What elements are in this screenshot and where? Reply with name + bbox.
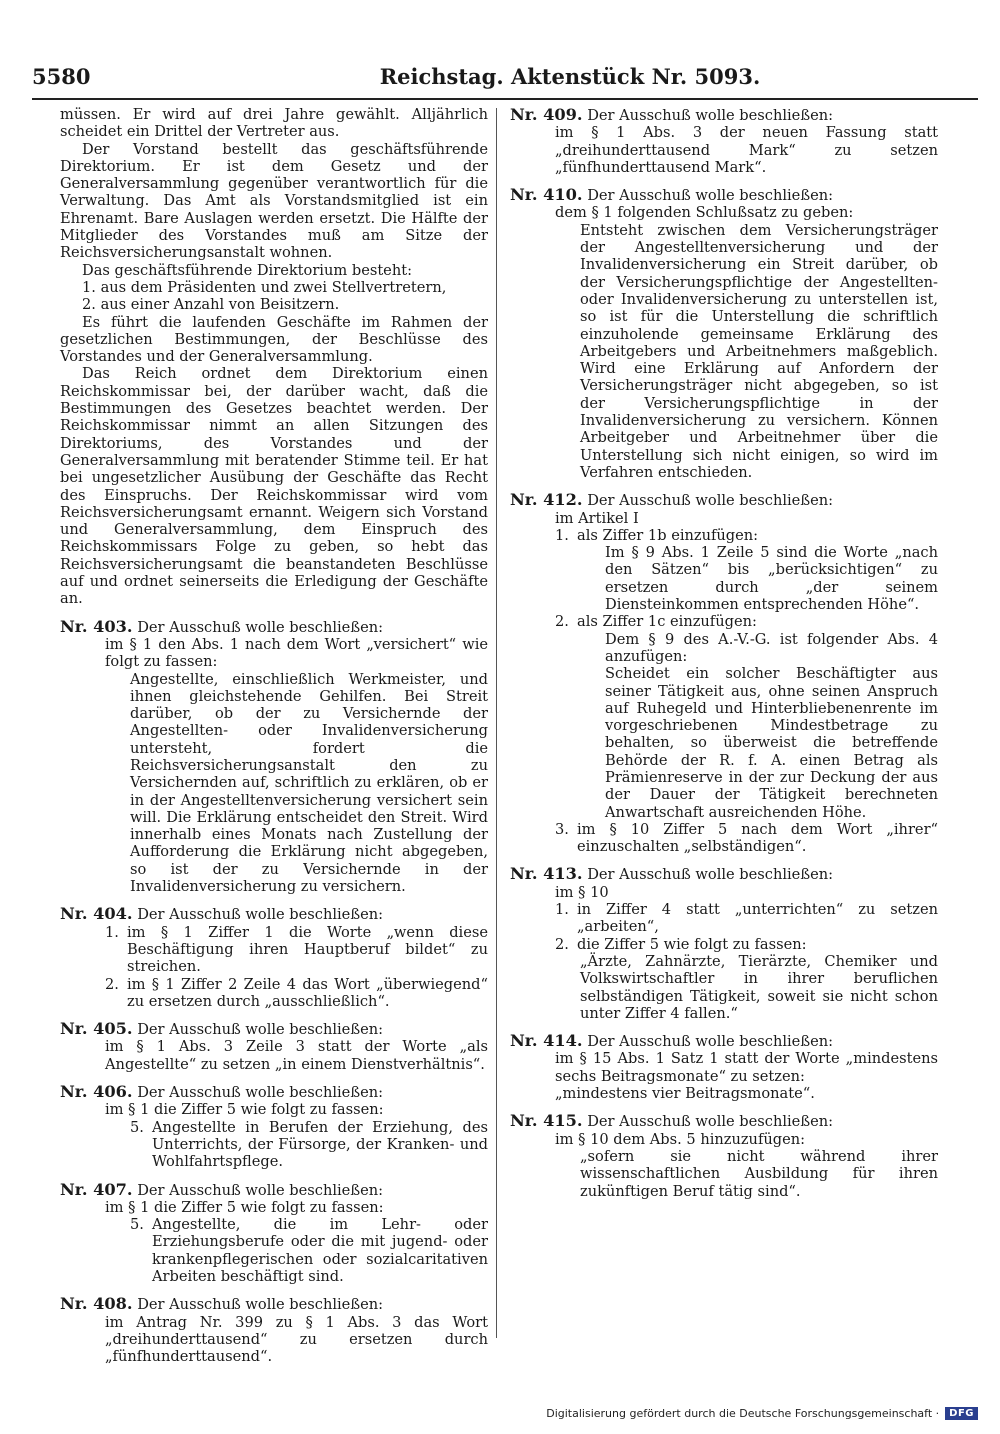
- footer-credit: Digitalisierung gefördert durch die Deutsche Forschungsgemeinschaft ·: [546, 1407, 940, 1420]
- entry-nr-413: [510, 865, 938, 1022]
- entry-nr-410: [510, 186, 938, 481]
- paragraph: Der Vorstand bestellt das geschäftsführende Direktorium. Er ist dem Gesetz und der Generalversammlung gegenüber verantwortlich für die Verwaltung. Das Amt als Vorstandsmitglied ist ein Ehrenamt. Bare Auslagen werden ersetzt. Die Hälfte der Mitglieder des Vorstandes muß am Sitze der Reichsversicherungsanstalt wohnen.: [60, 140, 488, 262]
- entry-nr-414: [510, 1032, 938, 1102]
- list-item: 1. im § 1 Ziffer 1 die Worte „wenn diese Beschäftigung ihren Hauptberuf bildet“ zu streichen.: [105, 923, 488, 976]
- list-item: 2. aus einer Anzahl von Beisitzern.: [82, 296, 340, 314]
- entry-nr-404: [60, 905, 488, 1010]
- entry-nr-408: [60, 1295, 488, 1365]
- entry-number: Nr. 405.: [60, 1019, 133, 1039]
- entry-instruction: im § 15 Abs. 1 Satz 1 statt der Worte „mindestens sechs Beitragsmonate“ zu setzen:: [555, 1050, 938, 1085]
- list-item: 3. im § 10 Ziffer 5 nach dem Wort „ihrer“ einzuschalten „selbständigen“.: [555, 820, 938, 856]
- list-item: 5. Angestellte, die im Lehr- oder Erziehungsberufe oder die mit jugend- oder krankenpflegerischen oder sozialcaritativen Arbeiten beschäftigt sind.: [130, 1216, 488, 1285]
- entry-number: Nr. 403.: [60, 616, 133, 636]
- entry-number: Nr. 410.: [510, 185, 583, 205]
- entry-heading: Der Ausschuß wolle beschließen:: [587, 492, 834, 510]
- list-item: 1. als Ziffer 1b einzufügen:: [555, 526, 759, 544]
- paragraph: Das geschäftsführende Direktorium besteht:: [82, 261, 412, 279]
- entry-number: Nr. 408.: [60, 1294, 133, 1314]
- page-number: 5580: [32, 64, 91, 89]
- dfg-logo: DFG: [945, 1407, 978, 1420]
- entry-number: Nr. 414.: [510, 1031, 583, 1051]
- entry-instruction: im § 1 Abs. 3 Zeile 3 statt der Worte „als Angestellte“ zu setzen „in einem Dienstverhältnis“.: [105, 1038, 488, 1073]
- entry-heading: Der Ausschuß wolle beschließen:: [137, 1021, 384, 1039]
- entry-heading: Der Ausschuß wolle beschließen:: [587, 866, 834, 884]
- list-item: 5. Angestellte in Berufen der Erziehung, des Unterrichts, der Fürsorge, der Kranken- und Wohlfahrtspflege.: [130, 1118, 488, 1171]
- header-rule: [32, 98, 978, 100]
- entry-heading: Der Ausschuß wolle beschließen:: [137, 1084, 384, 1102]
- entry-quote: „mindestens vier Beitragsmonate“.: [555, 1085, 815, 1103]
- entry-quote: „sofern sie nicht während ihrer wissenschaftlichen Ausbildung für ihren zukünftigen Beruf tätig sind“.: [580, 1147, 938, 1200]
- paragraph: müssen. Er wird auf drei Jahre gewählt. Alljährlich scheidet ein Drittel der Vertreter aus.: [60, 106, 488, 141]
- entry-nr-409: [510, 106, 938, 176]
- entry-instruction: im Artikel I: [555, 509, 639, 527]
- entry-nr-406: [60, 1083, 488, 1170]
- entry-heading: Der Ausschuß wolle beschließen:: [137, 1181, 384, 1199]
- entry-nr-415: [510, 1112, 938, 1199]
- paragraph: Es führt die laufenden Geschäfte im Rahmen der gesetzlichen Bestimmungen, der Beschlüsse des Vorstandes und der Generalversammlung.: [60, 313, 488, 366]
- entry-number: Nr. 413.: [510, 864, 583, 884]
- entry-quote: „Ärzte, Zahnärzte, Tierärzte, Chemiker und Volkswirtschaftler in ihrer beruflichen selbständigen Tätigkeit, soweit sie nicht schon unter Ziffer 4 fallen.“: [580, 952, 938, 1022]
- list-item: 1. aus dem Präsidenten und zwei Stellvertretern,: [82, 278, 447, 296]
- list-item: 2. im § 1 Ziffer 2 Zeile 4 das Wort „überwiegend“ zu ersetzen durch „ausschließlich“.: [105, 975, 488, 1010]
- entry-heading: Der Ausschuß wolle beschließen:: [137, 618, 384, 636]
- entry-number: Nr. 409.: [510, 105, 583, 124]
- paragraph: Das Reich ordnet dem Direktorium einen Reichskommissar bei, der darüber wacht, daß die Bestimmungen des Gesetzes beachtet werden. Der Reichskommissar nimmt an allen Sitzungen des Direktoriums, des Vorstandes und der Generalversammlung mit beratender Stimme teil. Er hat bei ungesetzlicher Ausübung der Geschäfte das Recht des Einspruchs. Der Reichskommissar wird vom Reichsversicherungsamt ernannt. Weigern sich Vorstand und Generalversammlung, dem Einspruch des Reichskommissars Folge zu geben, so hebt das Reichsversicherungsamt die beanstandeten Beschlüsse auf und ordnet seinerseits die Erledigung der Geschäfte an.: [60, 365, 488, 608]
- running-title: Reichstag. Aktenstück Nr. 5093.: [379, 64, 761, 89]
- entry-instruction: im § 1 die Ziffer 5 wie folgt zu fassen:: [105, 1101, 384, 1119]
- entry-quote: Entsteht zwischen dem Versicherungsträger der Angestelltenversicherung und der Invalidenversicherung ein Streit darüber, ob der Versicherungspflichtige der Angestellten- oder Invalidenversicherung zu unterstellen ist, so ist für die Unterstellung die schriftlich einzuholende gemeinsame Erklärung des Arbeitgebers und Arbeitnehmers maßgeblich. Wird eine Erklärung auf Anfordern der Versicherungsträger nicht abgegeben, so ist der Versicherungspflichtige in der Invalidenversicherung zu versichern. Können Arbeitgeber und Arbeitnehmer über die Unterstellung sich nicht einigen, so wird im Verfahren entschieden.: [580, 221, 938, 481]
- entry-number: Nr. 407.: [60, 1179, 133, 1199]
- entry-number: Nr. 415.: [510, 1111, 583, 1131]
- entry-heading: Der Ausschuß wolle beschließen:: [137, 1296, 384, 1314]
- entry-quote: Dem § 9 des A.-V.-G. ist folgender Abs. 4 anzufügen:: [605, 630, 938, 665]
- list-item: 1. in Ziffer 4 statt „unterrichten“ zu setzen „arbeiten“,: [555, 901, 938, 936]
- left-column: [60, 106, 488, 1365]
- column-divider: [496, 108, 497, 1338]
- entry-nr-407: [60, 1181, 488, 1286]
- page-header: [32, 64, 978, 96]
- digitization-footer: [546, 1407, 978, 1420]
- entry-quote: Im § 9 Abs. 1 Zeile 5 sind die Worte „nach den Sätzen“ bis „berücksichtigen“ zu ersetzen durch „der seinem Diensteinkommen entsprechenden Höhe“.: [605, 544, 938, 614]
- entry-instruction: im § 10 dem Abs. 5 hinzuzufügen:: [555, 1130, 806, 1148]
- entry-heading: Der Ausschuß wolle beschließen:: [587, 107, 834, 124]
- entry-instruction: im § 1 den Abs. 1 nach dem Wort „versichert“ wie folgt zu fassen:: [105, 635, 488, 671]
- entry-heading: Der Ausschuß wolle beschließen:: [137, 906, 384, 924]
- entry-instruction: im § 1 die Ziffer 5 wie folgt zu fassen:: [105, 1198, 384, 1216]
- entry-nr-405: [60, 1020, 488, 1073]
- list-item: 2. die Ziffer 5 wie folgt zu fassen:: [555, 935, 807, 953]
- entry-number: Nr. 406.: [60, 1082, 133, 1102]
- entry-heading: Der Ausschuß wolle beschließen:: [587, 1113, 834, 1131]
- entry-number: Nr. 404.: [60, 904, 133, 924]
- entry-number: Nr. 412.: [510, 490, 583, 510]
- list-item: 2. als Ziffer 1c einzufügen:: [555, 613, 757, 631]
- entry-quote: Scheidet ein solcher Beschäftigter aus seiner Tätigkeit aus, ohne seinen Anspruch auf Ruhegeld und Hinterbliebenenrente im vorgeschriebenen Mindestbetrage zu behalten, so überweist die betreffende Behörde der R. f. A. einen Betrag als Prämienreserve in der zur Deckung der aus der Dauer der Tätigkeit berechneten Anwartschaft ausreichenden Höhe.: [605, 665, 938, 821]
- entry-nr-412: [510, 491, 938, 855]
- entry-instruction: dem § 1 folgenden Schlußsatz zu geben:: [555, 204, 854, 222]
- entry-heading: Der Ausschuß wolle beschließen:: [587, 187, 834, 205]
- entry-nr-403: [60, 618, 488, 896]
- entry-instruction: im § 10: [555, 883, 609, 901]
- entry-heading: Der Ausschuß wolle beschließen:: [587, 1033, 834, 1051]
- entry-instruction: im § 1 Abs. 3 der neuen Fassung statt „dreihunderttausend Mark“ zu setzen „fünfhunderttausend Mark“.: [555, 124, 938, 176]
- entry-quote: Angestellte, einschließlich Werkmeister, und ihnen gleichstehende Gehilfen. Bei Streit darüber, ob der zu Versichernde der Angestellten- oder Invalidenversicherung untersteht, fordert die Reichsversicherungsanstalt den zu Versichernden auf, schriftlich zu erklären, ob er in der Angestelltenversicherung versichert sein will. Die Erklärung entscheidet den Streit. Wird innerhalb eines Monats nach Zustellung der Aufforderung die Erklärung nicht abgegeben, so ist der zu Versichernde in der Invalidenversicherung zu versichern.: [130, 670, 488, 896]
- right-column: [510, 106, 938, 1200]
- entry-instruction: im Antrag Nr. 399 zu § 1 Abs. 3 das Wort „dreihunderttausend“ zu ersetzen durch „fünfhunderttausend“.: [105, 1313, 488, 1366]
